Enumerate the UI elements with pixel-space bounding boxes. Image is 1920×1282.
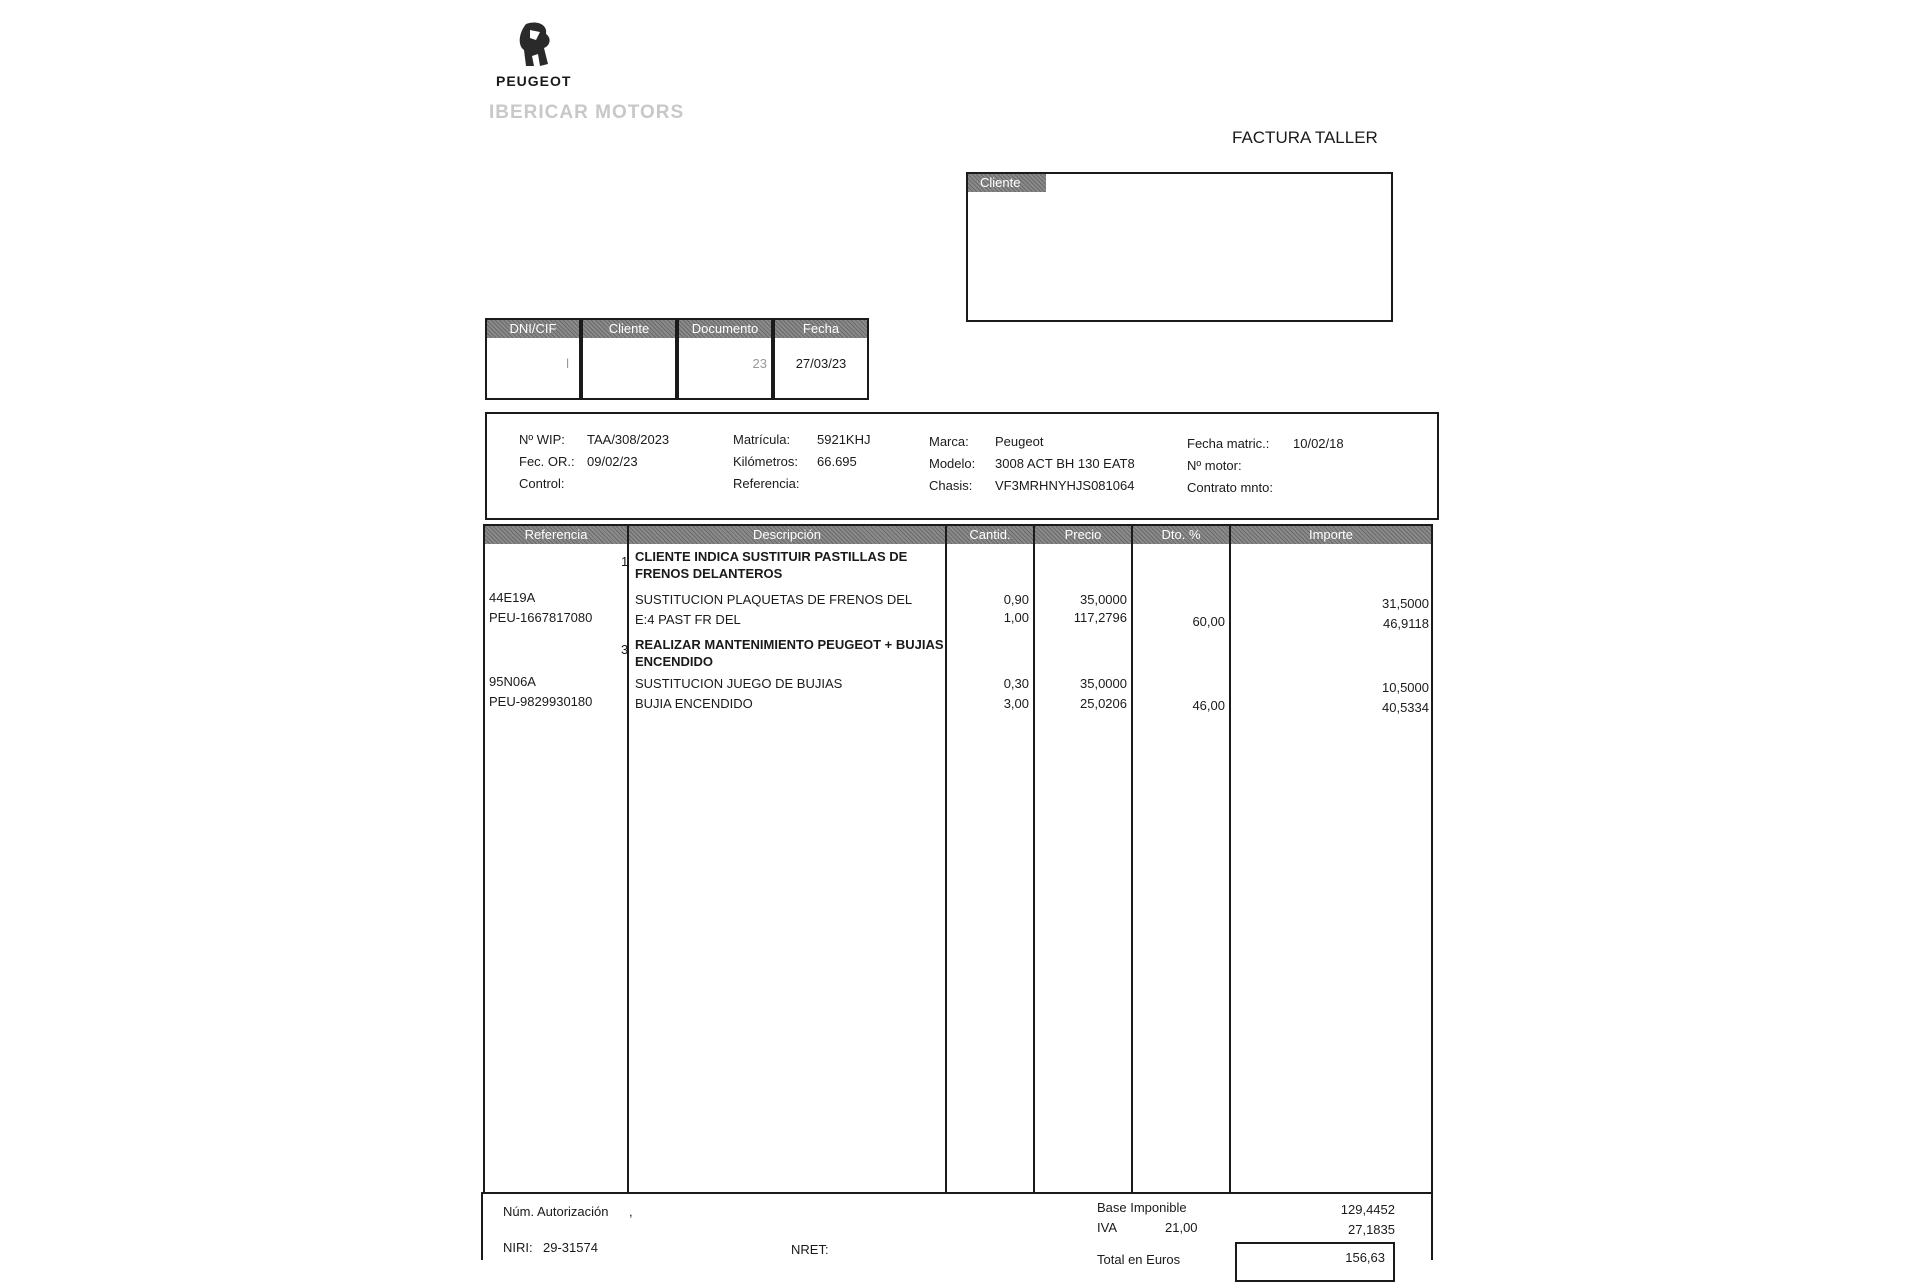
header-referencia: Referencia bbox=[485, 526, 627, 544]
group-title: CLIENTE INDICA SUSTITUIR PASTILLAS DE FRENOS DELANTEROS bbox=[635, 549, 908, 581]
dealer-name: IBERICAR MOTORS bbox=[489, 102, 685, 123]
row-dto: 46,00 bbox=[1192, 698, 1225, 713]
id-cell-date bbox=[773, 318, 869, 400]
matricula-label: Matrícula: bbox=[733, 432, 791, 447]
matricula-value: 5921KHJ bbox=[817, 432, 871, 447]
id-cell-dni bbox=[485, 318, 581, 400]
row-ref: PEU-1667817080 bbox=[489, 610, 593, 625]
document-value: 23 bbox=[752, 356, 767, 371]
row-qty: 0,90 bbox=[1003, 592, 1029, 607]
date-value: 27/03/23 bbox=[795, 356, 847, 371]
row-ref: PEU-9829930180 bbox=[489, 694, 593, 709]
row-qty: 3,00 bbox=[1003, 696, 1029, 711]
km-value: 66.695 bbox=[817, 454, 857, 469]
vehicle-info-box bbox=[485, 412, 1439, 520]
id-cell-document bbox=[677, 318, 773, 400]
header-date: Fecha bbox=[775, 320, 867, 338]
row-amount: 10,5000 bbox=[1382, 680, 1429, 695]
header-cantidad: Cantid. bbox=[947, 526, 1033, 544]
fecor-label: Fec. OR.: bbox=[519, 454, 575, 469]
niri-value: 29-31574 bbox=[543, 1240, 598, 1255]
footer-box bbox=[481, 1192, 1433, 1267]
modelo-label: Modelo: bbox=[929, 456, 976, 471]
row-qty: 0,30 bbox=[1003, 676, 1029, 691]
row-amount: 31,5000 bbox=[1382, 596, 1429, 611]
fecha-matric-value: 10/02/18 bbox=[1293, 436, 1344, 451]
row-desc: SUSTITUCION PLAQUETAS DE FRENOS DEL bbox=[635, 592, 913, 607]
client-box-header: Cliente bbox=[968, 174, 1046, 192]
total-label: Total en Euros bbox=[1097, 1252, 1181, 1267]
header-precio: Precio bbox=[1035, 526, 1131, 544]
contrato-label: Contrato mnto: bbox=[1187, 480, 1273, 495]
group-number: 1 bbox=[621, 554, 629, 569]
header-document: Documento bbox=[679, 320, 771, 338]
modelo-value: 3008 ACT BH 130 EAT8 bbox=[995, 456, 1135, 471]
row-desc: BUJIA ENCENDIDO bbox=[635, 696, 753, 711]
lion-icon bbox=[496, 20, 576, 72]
iva-label: IVA bbox=[1097, 1220, 1117, 1235]
row-price: 25,0206 bbox=[1080, 696, 1127, 711]
header-dto: Dto. % bbox=[1133, 526, 1229, 544]
header-descripcion: Descripción bbox=[629, 526, 945, 544]
row-dto: 60,00 bbox=[1192, 614, 1225, 629]
header-dni: DNI/CIF bbox=[487, 320, 579, 338]
marca-value: Peugeot bbox=[995, 434, 1044, 449]
total-value: 156,63 bbox=[1345, 1250, 1385, 1265]
chasis-value: VF3MRHNYHJS081064 bbox=[995, 478, 1135, 493]
table-row bbox=[485, 674, 1431, 695]
id-table bbox=[485, 318, 869, 400]
iva-value: 27,1835 bbox=[1348, 1222, 1395, 1237]
fecha-matric-label: Fecha matric.: bbox=[1187, 436, 1270, 451]
row-ref: 44E19A bbox=[489, 590, 536, 605]
row-price: 35,0000 bbox=[1080, 676, 1127, 691]
motor-label: Nº motor: bbox=[1187, 458, 1242, 473]
row-price: 35,0000 bbox=[1080, 592, 1127, 607]
row-qty: 1,00 bbox=[1003, 610, 1029, 625]
niri-label: NIRI: bbox=[503, 1240, 533, 1255]
peugeot-logo bbox=[496, 20, 576, 90]
table-row bbox=[485, 590, 1431, 611]
header-importe: Importe bbox=[1231, 526, 1431, 544]
marca-label: Marca: bbox=[929, 434, 969, 449]
document-title: FACTURA TALLER bbox=[1232, 128, 1378, 147]
row-ref: 95N06A bbox=[489, 674, 536, 689]
id-cell-client bbox=[581, 318, 677, 400]
row-amount: 40,5334 bbox=[1382, 700, 1429, 715]
base-value: 129,4452 bbox=[1340, 1202, 1395, 1217]
table-row bbox=[485, 694, 1431, 715]
chasis-label: Chasis: bbox=[929, 478, 973, 493]
group-title: REALIZAR MANTENIMIENTO PEUGEOT + BUJIAS ENCENDIDO bbox=[635, 637, 944, 669]
wip-value: TAA/308/2023 bbox=[587, 432, 670, 447]
row-price: 117,2796 bbox=[1073, 610, 1127, 625]
lines-table bbox=[483, 524, 1433, 1194]
nret-label: NRET: bbox=[791, 1242, 829, 1257]
header-client: Cliente bbox=[583, 320, 675, 338]
control-label: Control: bbox=[519, 476, 565, 491]
client-box bbox=[966, 172, 1393, 322]
autorizacion-label: Núm. Autorización bbox=[503, 1204, 609, 1219]
group-number: 3 bbox=[621, 642, 629, 657]
row-amount: 46,9118 bbox=[1382, 616, 1429, 631]
row-desc: SUSTITUCION JUEGO DE BUJIAS bbox=[635, 676, 843, 691]
logo-text: PEUGEOT bbox=[496, 73, 572, 89]
table-row bbox=[485, 610, 1431, 631]
base-label: Base Imponible bbox=[1097, 1200, 1187, 1215]
dni-value: l bbox=[566, 356, 569, 371]
total-box bbox=[1235, 1242, 1395, 1282]
row-desc: E:4 PAST FR DEL bbox=[635, 612, 741, 627]
km-label: Kilómetros: bbox=[733, 454, 799, 469]
iva-percent: 21,00 bbox=[1165, 1220, 1198, 1235]
referencia-label: Referencia: bbox=[733, 476, 800, 491]
autorizacion-value: , bbox=[629, 1204, 633, 1219]
wip-label: Nº WIP: bbox=[519, 432, 565, 447]
fecor-value: 09/02/23 bbox=[587, 454, 638, 469]
